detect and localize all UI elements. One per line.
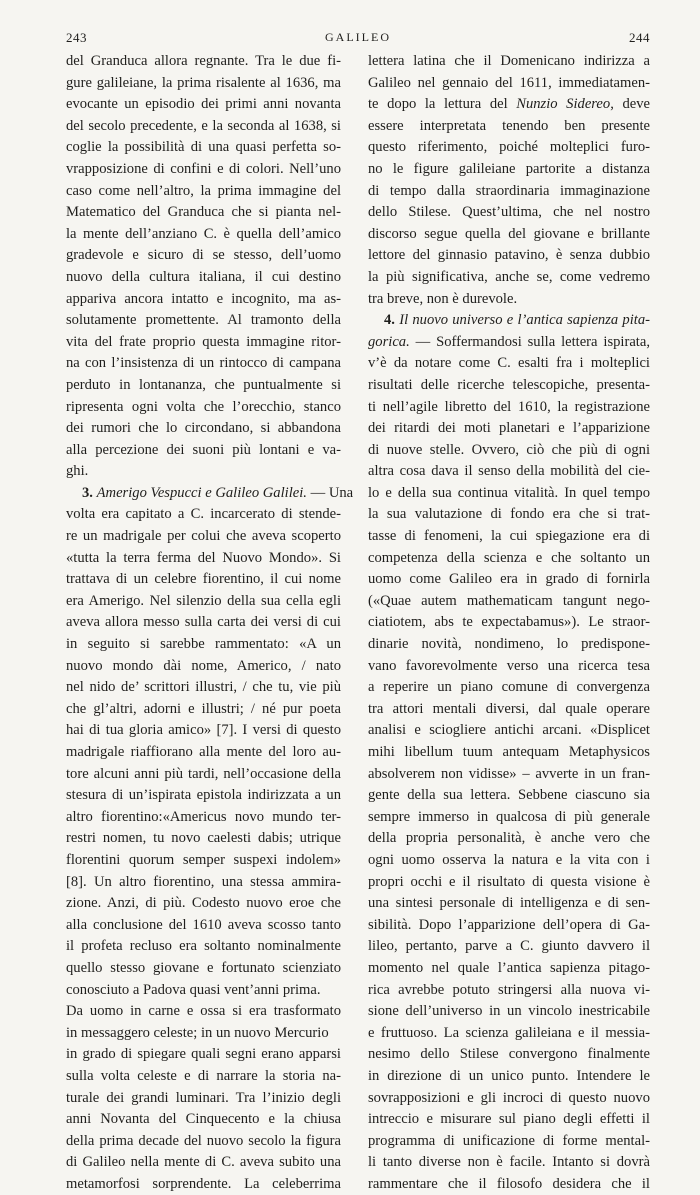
text-line <box>368 1066 650 1088</box>
text-line <box>66 634 341 656</box>
text-line <box>368 915 650 937</box>
text-line <box>66 548 341 570</box>
line-text: re un madrigale per colui che aveva scoperto <box>66 528 341 545</box>
line-text: caso come nell’altro, la prima immagine del <box>66 182 341 199</box>
text-line <box>368 1131 650 1153</box>
line-text: zione. Anzi, di più. Codesto nuovo eroe che <box>66 895 341 912</box>
line-text: restri nomen, tu novo caelesti dabis; utrique <box>66 830 341 847</box>
text-line <box>66 569 341 591</box>
line-text: gente della sua lettera. Sebbene ciascuno sia <box>368 787 650 804</box>
line-text: nesimo dello Stilese convergono finalmente <box>368 1046 650 1063</box>
text-line <box>66 1044 341 1066</box>
text-line <box>66 980 341 1002</box>
line-text: propri occhi e il risultato di questa visione è <box>368 873 650 890</box>
line-text: — Una <box>306 484 354 501</box>
line-text: il profeta recluso era soltanto nominalmente <box>66 938 341 955</box>
line-text: discorso segue quella del giovane e brillante <box>368 225 650 242</box>
line-text: florentini quorum semper suspexi indolem» <box>66 851 341 868</box>
text-line <box>66 720 341 742</box>
line-text: perduto in lontananza, che puntualmente si <box>66 376 341 393</box>
italic-text: gorica. <box>368 333 410 350</box>
line-text: in messaggero celeste; in un nuovo Mercurio <box>66 1024 329 1041</box>
line-text: dei rumori che lo circondano, si abbandona <box>66 420 341 437</box>
line-text: evocante un episodio dei primi anni novanta <box>66 96 341 113</box>
line-text: intreccio e misurare sul piano degli effetti il <box>368 1111 650 1128</box>
text-line <box>66 1174 341 1195</box>
text-line <box>66 267 341 289</box>
line-text: te dopo la lettura del <box>368 96 517 113</box>
text-line <box>368 699 650 721</box>
line-text: rica avrebbe potuto stringersi alla nuova vi- <box>368 981 650 998</box>
text-line <box>368 872 650 894</box>
line-text: la mente dell’anziano C. è quella dell’amico <box>66 225 341 242</box>
text-line <box>66 51 341 73</box>
line-text: ghi. <box>66 463 89 480</box>
text-line <box>66 785 341 807</box>
line-text: nuovo della cultura italiana, il cui destino <box>66 268 341 285</box>
line-text: ti nell’agile libretto del 1610, la registrazione <box>368 398 650 415</box>
text-line <box>368 936 650 958</box>
text-line <box>66 526 341 548</box>
text-line <box>368 51 650 73</box>
line-text: a reperire un piano comune di convergenza <box>368 679 650 696</box>
text-line <box>66 224 341 246</box>
line-text: sione dell’universo in un vincolo inestricabile <box>368 1003 650 1020</box>
text-line <box>368 245 650 267</box>
text-line <box>368 828 650 850</box>
running-header <box>66 30 650 50</box>
line-text: era Amerigo. Nel silenzio della sua cella egli <box>66 592 341 609</box>
text-line <box>66 677 341 699</box>
text-line <box>368 375 650 397</box>
line-text: una sintesi personale di intelligenza e di sen- <box>368 895 650 912</box>
text-line <box>368 548 650 570</box>
text-line <box>66 137 341 159</box>
text-line <box>368 267 650 289</box>
text-line <box>368 73 650 95</box>
text-line <box>66 375 341 397</box>
text-line <box>368 720 650 742</box>
text-line <box>368 677 650 699</box>
line-text: no le figure galileiane partorite a distanza <box>368 160 650 177</box>
section-title: Amerigo Vespucci e Galileo Galilei. <box>96 484 307 501</box>
line-text: analisi e sciogliere antichi arcani. «Displicet <box>368 722 650 739</box>
text-line <box>66 418 341 440</box>
line-text: Da uomo in carne e ossa si era trasformato <box>66 1003 341 1020</box>
text-line <box>66 893 341 915</box>
line-text: programma di unificazione di forme mental- <box>368 1132 650 1149</box>
text-line <box>66 289 341 311</box>
line-text: della propria personalità, è anche vero che <box>368 830 650 847</box>
line-text: tasse di fenomeni, la cui spiegazione era di <box>368 528 650 545</box>
text-line <box>368 526 650 548</box>
text-line <box>66 1152 341 1174</box>
text-line <box>368 634 650 656</box>
left-text-column <box>66 51 354 1195</box>
text-line <box>66 116 341 138</box>
text-line <box>66 1088 341 1110</box>
line-text: in direzione di un unico punto. Intendere le <box>368 1067 650 1084</box>
line-text: li tanto diverse non è facile. Intanto si dovrà <box>368 1154 650 1171</box>
line-text: coglie la possibilità di una quasi perfetta so- <box>66 139 341 156</box>
line-text: v’è da notare come C. esalti fra i molteplici <box>368 355 650 372</box>
text-line <box>66 73 341 95</box>
line-text: sulla volta celeste e di narrare la storia na- <box>66 1067 341 1084</box>
line-text: anni Novanta del Cinquecento e la chiusa <box>66 1111 341 1128</box>
page-number-right: 244 <box>629 30 650 45</box>
running-title: GALILEO <box>325 30 391 44</box>
line-text: momento nel quale l’antica sapienza pitago- <box>368 959 650 976</box>
line-text: , deve <box>610 96 650 113</box>
line-text: vano favorevolmente verso una ricerca tesa <box>368 657 650 674</box>
line-text: nel nido de’ scrittori illustri, / che tu, vie più <box>66 679 341 696</box>
text-line <box>368 807 650 829</box>
text-line <box>66 397 341 419</box>
text-line <box>66 936 341 958</box>
text-line <box>368 850 650 872</box>
line-text: «tutta la terra ferma del Nuovo Mondo». Si <box>66 549 341 566</box>
text-line <box>66 332 341 354</box>
line-text: del Granduca allora regnante. Tra le due fi- <box>66 53 341 69</box>
line-text: di Galileo nella mente di C. aveva subito una <box>66 1154 341 1171</box>
line-text: essere interpretata tenendo ben presente <box>368 117 650 134</box>
line-text: alla conclusione del 1610 aveva scosso tanto <box>66 916 341 933</box>
text-line <box>368 569 650 591</box>
text-line <box>66 310 341 332</box>
line-text: ciatiotem, abs te expectabamus»). Le straor- <box>368 614 650 631</box>
text-line <box>66 807 341 829</box>
text-line <box>66 1066 341 1088</box>
text-line <box>368 504 650 526</box>
text-line <box>66 159 341 181</box>
text-line <box>66 1109 341 1131</box>
text-line <box>66 612 341 634</box>
line-text: dinarie novità, nondimeno, lo predispone- <box>368 636 650 653</box>
text-line <box>368 224 650 246</box>
line-text: la sua valutazione di fondo era che si trat- <box>368 506 650 523</box>
line-text: na con l’insistenza di un rintocco di campana <box>66 355 341 372</box>
line-text: appariva ancora intatto e incognito, ma as- <box>66 290 341 307</box>
line-text: tra breve, non è durevole. <box>368 290 518 307</box>
line-text: lettera latina che il Domenicano indirizza a <box>368 53 650 69</box>
line-text: trattava di un celebre fiorentino, il cui nome <box>66 571 341 588</box>
line-text: vita del frate proprio questa immagine ritor- <box>66 333 341 350</box>
line-text: lettore del ginnasio patavino, è senza dubbio <box>368 247 650 264</box>
text-line <box>66 915 341 937</box>
text-line <box>66 94 341 116</box>
text-line <box>368 397 650 419</box>
text-line <box>66 850 341 872</box>
text-line <box>66 202 341 224</box>
text-line <box>368 94 650 116</box>
line-text: turale dei grandi luminari. Tra l’inizio degli <box>66 1089 341 1106</box>
text-line <box>368 332 650 354</box>
line-text: competenza della scienza e che soltanto un <box>368 549 650 566</box>
line-text: del secolo precedente, e la seconda al 1638, si <box>66 117 341 134</box>
line-text: gradevole e sicuro di se stesso, dell’uomo <box>66 247 341 264</box>
line-text: rammentare che il filosofo desidera che il <box>368 1175 650 1192</box>
text-line <box>368 1001 650 1023</box>
line-text: conosciuto a Padova quasi vent’anni prima. <box>66 981 321 998</box>
line-text: stesura di un’ispirata epistola indirizzata a un <box>66 787 341 804</box>
text-line <box>66 1131 341 1153</box>
line-text: vrapposizione di confini e di colori. Nell’uno <box>66 160 341 177</box>
text-line <box>66 353 341 375</box>
line-text: hai di tua gloria amico» [7]. I versi di questo <box>66 722 341 739</box>
text-line <box>368 202 650 224</box>
line-text: dei ritardi dei moti planetari e l’apparizione <box>368 420 650 437</box>
text-line <box>66 245 341 267</box>
line-text: [8]. Un altro fiorentino, una stessa ammira- <box>66 873 341 890</box>
line-text: aveva allora messo sulla carta dei versi di cui <box>66 614 341 631</box>
text-line <box>368 289 650 311</box>
text-line <box>66 764 341 786</box>
text-line <box>66 1023 341 1045</box>
text-line <box>368 785 650 807</box>
line-text: mihi libellum tuum antequam Metaphysicos <box>368 744 650 760</box>
line-text: risultati delle ricerche telescopiche, presenta- <box>368 376 650 393</box>
text-line <box>368 764 650 786</box>
line-text: dello Stilese. Quest’ultima, che nel nostro <box>368 204 650 221</box>
text-line <box>368 1174 650 1195</box>
line-text: volta era capitato a C. incarcerato di stende- <box>66 506 341 523</box>
line-text: gure galileiane, la prima risalente al 1636, ma <box>66 74 341 91</box>
line-text: in grado di spiegare quali segni erano apparsi <box>66 1046 341 1063</box>
text-line <box>66 872 341 894</box>
text-line <box>368 591 650 613</box>
line-text: ogni uomo osserva la natura e la vita con i <box>368 851 650 868</box>
line-text: la più significativa, anche se, come vedremo <box>368 268 650 285</box>
text-line <box>368 116 650 138</box>
text-line <box>66 958 341 980</box>
text-line <box>66 591 341 613</box>
line-text: ripresenta ogni volta che l’orecchio, stanco <box>66 398 341 415</box>
text-line <box>368 1023 650 1045</box>
line-text: sovrapposizioni e gli incroci di questo nuovo <box>368 1089 650 1106</box>
text-line <box>368 310 650 332</box>
text-line <box>368 483 650 505</box>
text-line <box>66 440 341 462</box>
line-text: sempre immerso in qualcosa di più generale <box>368 808 650 825</box>
text-line <box>66 742 341 764</box>
text-line <box>66 461 341 483</box>
line-text: Galileo nel gennaio del 1611, immediatamen- <box>368 74 650 91</box>
line-text: madrigale riaffiorano alla mente del loro au- <box>66 744 341 760</box>
line-text: absolverem non vidisse» – avverte in un fran- <box>368 765 650 782</box>
line-text: quello stesso giovane e fortunato scienziato <box>66 959 341 976</box>
text-line <box>66 828 341 850</box>
line-text: della prima decade del nuovo secolo la figura <box>66 1132 341 1149</box>
right-text-column <box>368 51 650 1195</box>
text-line <box>66 504 341 526</box>
line-text: sibilità. Dopo l’apparizione dell’opera di Ga- <box>368 916 650 933</box>
section-number: 4. <box>384 312 395 329</box>
text-line <box>368 418 650 440</box>
text-line <box>66 483 354 505</box>
line-text: altro fiorentino:«Americus novo mundo ter- <box>66 808 341 825</box>
line-text: metamorfosi sorprendente. La celeberrima <box>66 1175 341 1192</box>
text-line <box>368 181 650 203</box>
line-text: tra attori mentali diversi, dal quale operare <box>368 700 650 717</box>
text-line <box>66 1001 341 1023</box>
line-text: e fruttuoso. La scienza galileiana e il messia- <box>368 1024 650 1041</box>
line-text: questo riferimento, poiché molteplici furo- <box>368 139 650 156</box>
text-line <box>368 893 650 915</box>
line-text: tore alcuni anni più tardi, nell’occasione della <box>66 765 341 782</box>
text-line <box>368 1109 650 1131</box>
text-line <box>368 958 650 980</box>
line-text: — Soffermandosi sulla lettera ispirata, <box>409 333 650 350</box>
line-text: che gl’altri, adorni e illustri; / né pur poeta <box>66 700 341 717</box>
text-line <box>368 656 650 678</box>
text-line <box>368 1044 650 1066</box>
text-line <box>368 980 650 1002</box>
line-text: lo e della sua continua vitalità. In quel tempo <box>368 484 650 501</box>
line-text: nuovo mondo dài nome, Americo, / nato <box>66 657 341 674</box>
text-line <box>66 656 341 678</box>
text-line <box>66 181 341 203</box>
text-line <box>368 1088 650 1110</box>
page-number-left: 243 <box>66 30 87 45</box>
text-line <box>368 742 650 764</box>
text-line <box>368 159 650 181</box>
line-text: di nuove stelle. Ovvero, ciò che più di ogni <box>368 441 650 458</box>
text-line <box>368 1152 650 1174</box>
line-text: Matematico del Granduca che si pianta nel- <box>66 204 341 221</box>
text-line <box>368 461 650 483</box>
line-text: solutamente promettente. Al tramonto della <box>66 312 341 329</box>
line-text: uomo come Galileo era in grado di fornirla <box>368 571 650 588</box>
text-line <box>368 137 650 159</box>
line-text: alla percezione dei suoni più lontani e va- <box>66 441 341 458</box>
line-text: altra cosa dava il senso della mobilità del cie- <box>368 463 650 480</box>
line-text: («Quae autem mathematicam tangunt nego- <box>368 592 650 609</box>
line-text: lileo, pertanto, parve a C. giunto davvero il <box>368 938 650 955</box>
text-line <box>66 699 341 721</box>
italic-text: Nunzio Sidereo <box>516 96 611 113</box>
section-title: Il nuovo universo e l’antica sapienza pita- <box>399 312 650 329</box>
line-text: di tempo dalla straordinaria immaginazione <box>368 182 650 199</box>
text-line <box>368 440 650 462</box>
section-number: 3. <box>82 484 93 501</box>
line-text: in seguito si sarebbe rammentato: «A un <box>66 636 341 653</box>
text-line <box>368 612 650 634</box>
text-line <box>368 353 650 375</box>
